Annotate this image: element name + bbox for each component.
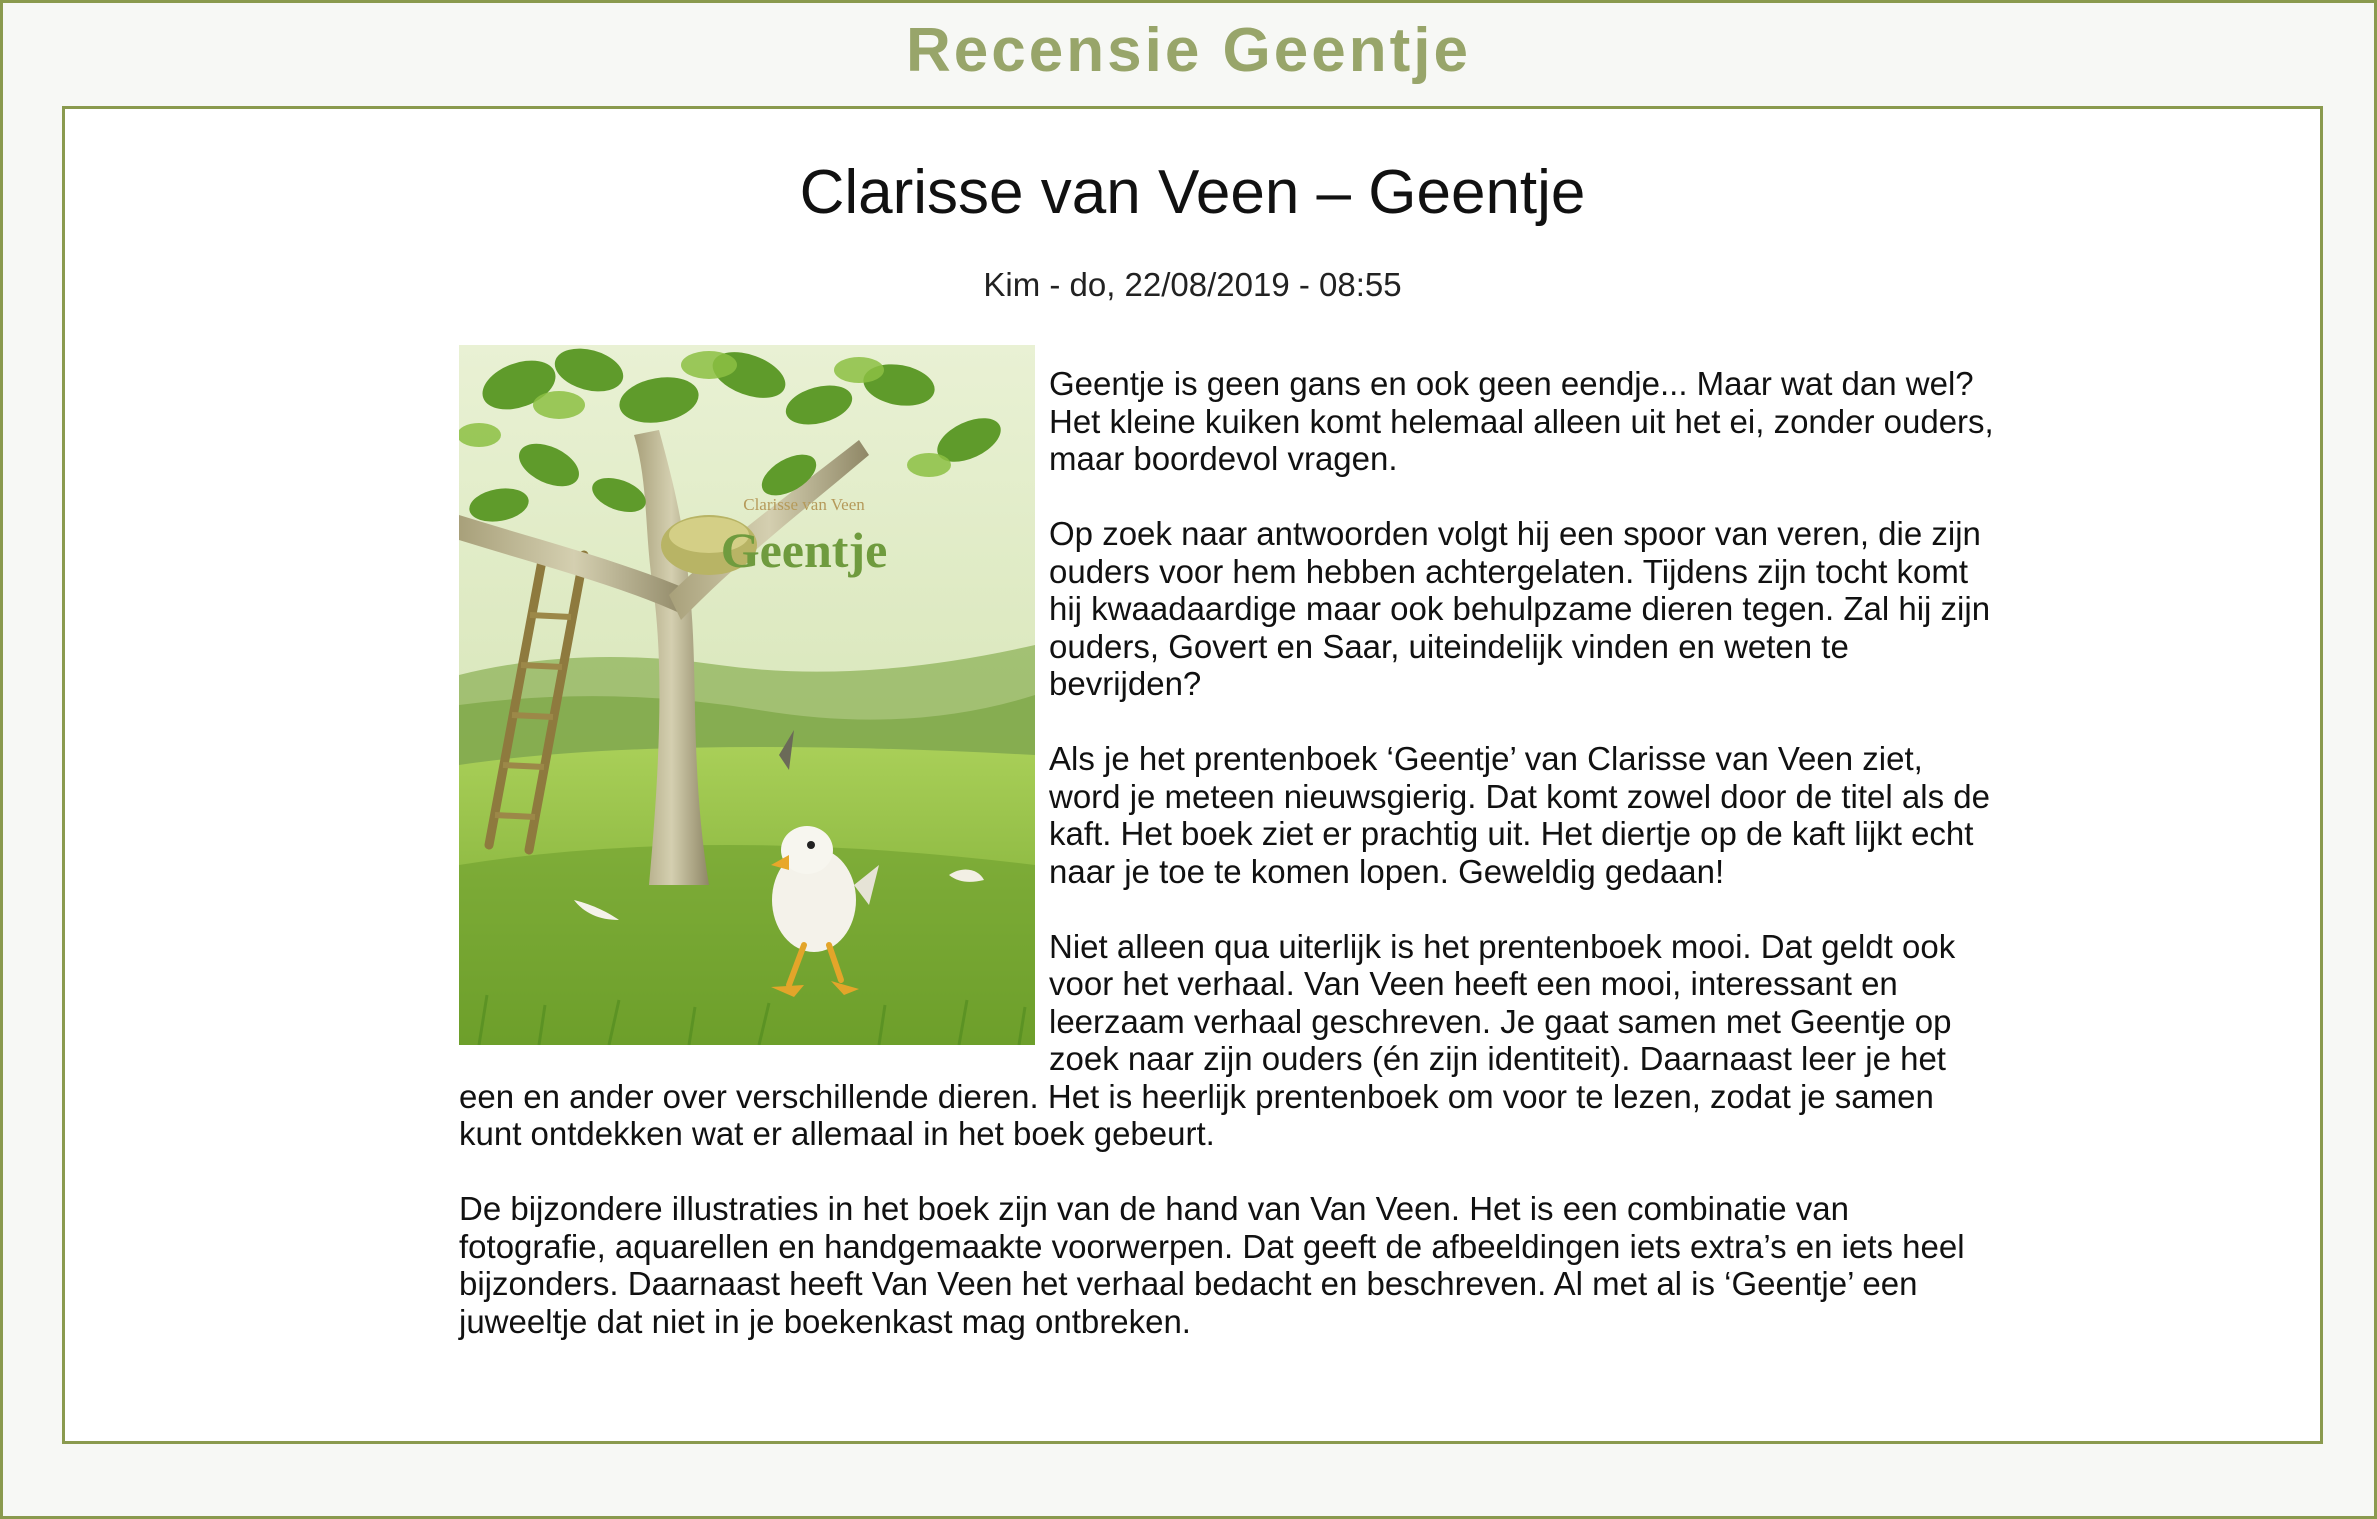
- article-panel: [62, 106, 2323, 1444]
- book-cover-image: [459, 345, 1035, 1045]
- cover-author: Clarisse van Veen: [743, 495, 865, 514]
- article-meta: Kim - do, 22/08/2019 - 08:55: [983, 266, 1402, 303]
- article-title: Clarisse van Veen – Geentje: [799, 158, 1586, 227]
- paragraph-5: De bijzondere illustraties in het boek zijn van de hand van Van Veen. Het is een combinatie van fotografie, aquarellen en handgemaakte voorwerpen. Dat geeft de afbeeldingen iets extra’s en iets heel bijzonders. Daarnaast heeft Van Veen het verhaal bedacht en beschreven. Al met al is ‘Geentje’ een juweeltje dat niet in je boekenkast mag ontbreken.: [459, 1190, 1965, 1340]
- article-body: [459, 345, 1999, 1340]
- cover-title: Geentje: [720, 522, 888, 578]
- paragraph-3: Als je het prentenboek ‘Geentje’ van Clarisse van Veen ziet, word je meteen nieuwsgierig. Dat komt zowel door de titel als de kaft. Het boek ziet er prachtig uit. Het diertje op de kaft lijkt echt naar je toe te komen lopen. Geweldig gedaan!: [1049, 740, 1990, 890]
- paragraph-2: Op zoek naar antwoorden volgt hij een spoor van veren, die zijn ouders voor hem hebben achtergelaten. Tijdens zijn tocht komt hij kwaadaardige maar ook behulpzame dieren tegen. Zal hij zijn ouders, Govert en Saar, uiteindelijk vinden en weten te bevrijden?: [1049, 515, 1991, 702]
- site-title: Recensie Geentje: [906, 16, 1471, 85]
- paragraph-4: Niet alleen qua uiterlijk is het prentenboek mooi. Dat geldt ook voor het verhaal. Van Veen heeft een mooi, interessant en leerzaam verhaal geschreven. Je gaat samen met Geentje op zoek naar zijn ouders (én zijn identiteit). Daarnaast leer je het een en ander over verschillende dieren. Het is heerlijk prentenboek om voor te lezen, zodat je samen kunt ontdekken wat er allemaal in het boek gebeurt.: [459, 927, 1956, 1152]
- paragraph-1: Geentje is geen gans en ook geen eendje... Maar wat dan wel? Het kleine kuiken komt helemaal alleen uit het ei, zonder ouders, maar boordevol vragen.: [1049, 365, 1994, 477]
